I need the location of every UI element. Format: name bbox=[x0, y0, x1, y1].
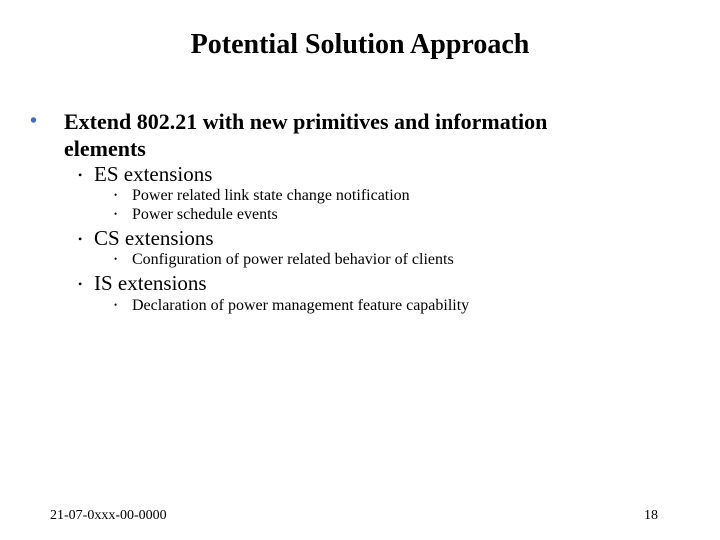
bullet-marker-es-2: • bbox=[114, 209, 118, 219]
slide-title: Potential Solution Approach bbox=[190, 29, 530, 60]
bullet-is-extensions bbox=[78, 271, 638, 295]
bullet-cs-item-1 bbox=[114, 250, 674, 269]
footer-doc-number: 21-07-0xxx-00-0000 bbox=[50, 508, 167, 523]
bullet-marker-cs-1: • bbox=[114, 254, 118, 264]
bullet-main-text: Extend 802.21 with new primitives and information elements bbox=[64, 109, 548, 161]
bullet-main bbox=[30, 108, 630, 162]
bullet-marker-es: • bbox=[78, 168, 83, 182]
bullet-is-item-1 bbox=[114, 296, 674, 315]
bullet-marker-is: • bbox=[78, 277, 83, 291]
bullet-cs-label: CS extensions bbox=[94, 226, 214, 250]
bullet-es-extensions bbox=[78, 162, 638, 186]
bullet-marker-cs: • bbox=[78, 232, 83, 246]
bullet-cs-item-1-text: Configuration of power related behavior of clients bbox=[132, 251, 454, 268]
bullet-es-item-2 bbox=[114, 205, 674, 224]
bullet-is-item-1-text: Declaration of power management feature capability bbox=[132, 297, 470, 314]
bullet-es-item-1-text: Power related link state change notification bbox=[132, 187, 410, 204]
bullet-marker-es-1: • bbox=[114, 190, 118, 200]
bullet-es-label: ES extensions bbox=[94, 162, 213, 186]
bullet-es-item-1 bbox=[114, 186, 674, 205]
bullet-es-item-2-text: Power schedule events bbox=[132, 206, 278, 223]
bullet-marker-is-1: • bbox=[114, 300, 118, 310]
bullet-is-label: IS extensions bbox=[94, 271, 207, 295]
bullet-cs-extensions bbox=[78, 226, 638, 250]
footer-page-number: 18 bbox=[644, 508, 658, 523]
bullet-marker-main: • bbox=[30, 110, 38, 132]
